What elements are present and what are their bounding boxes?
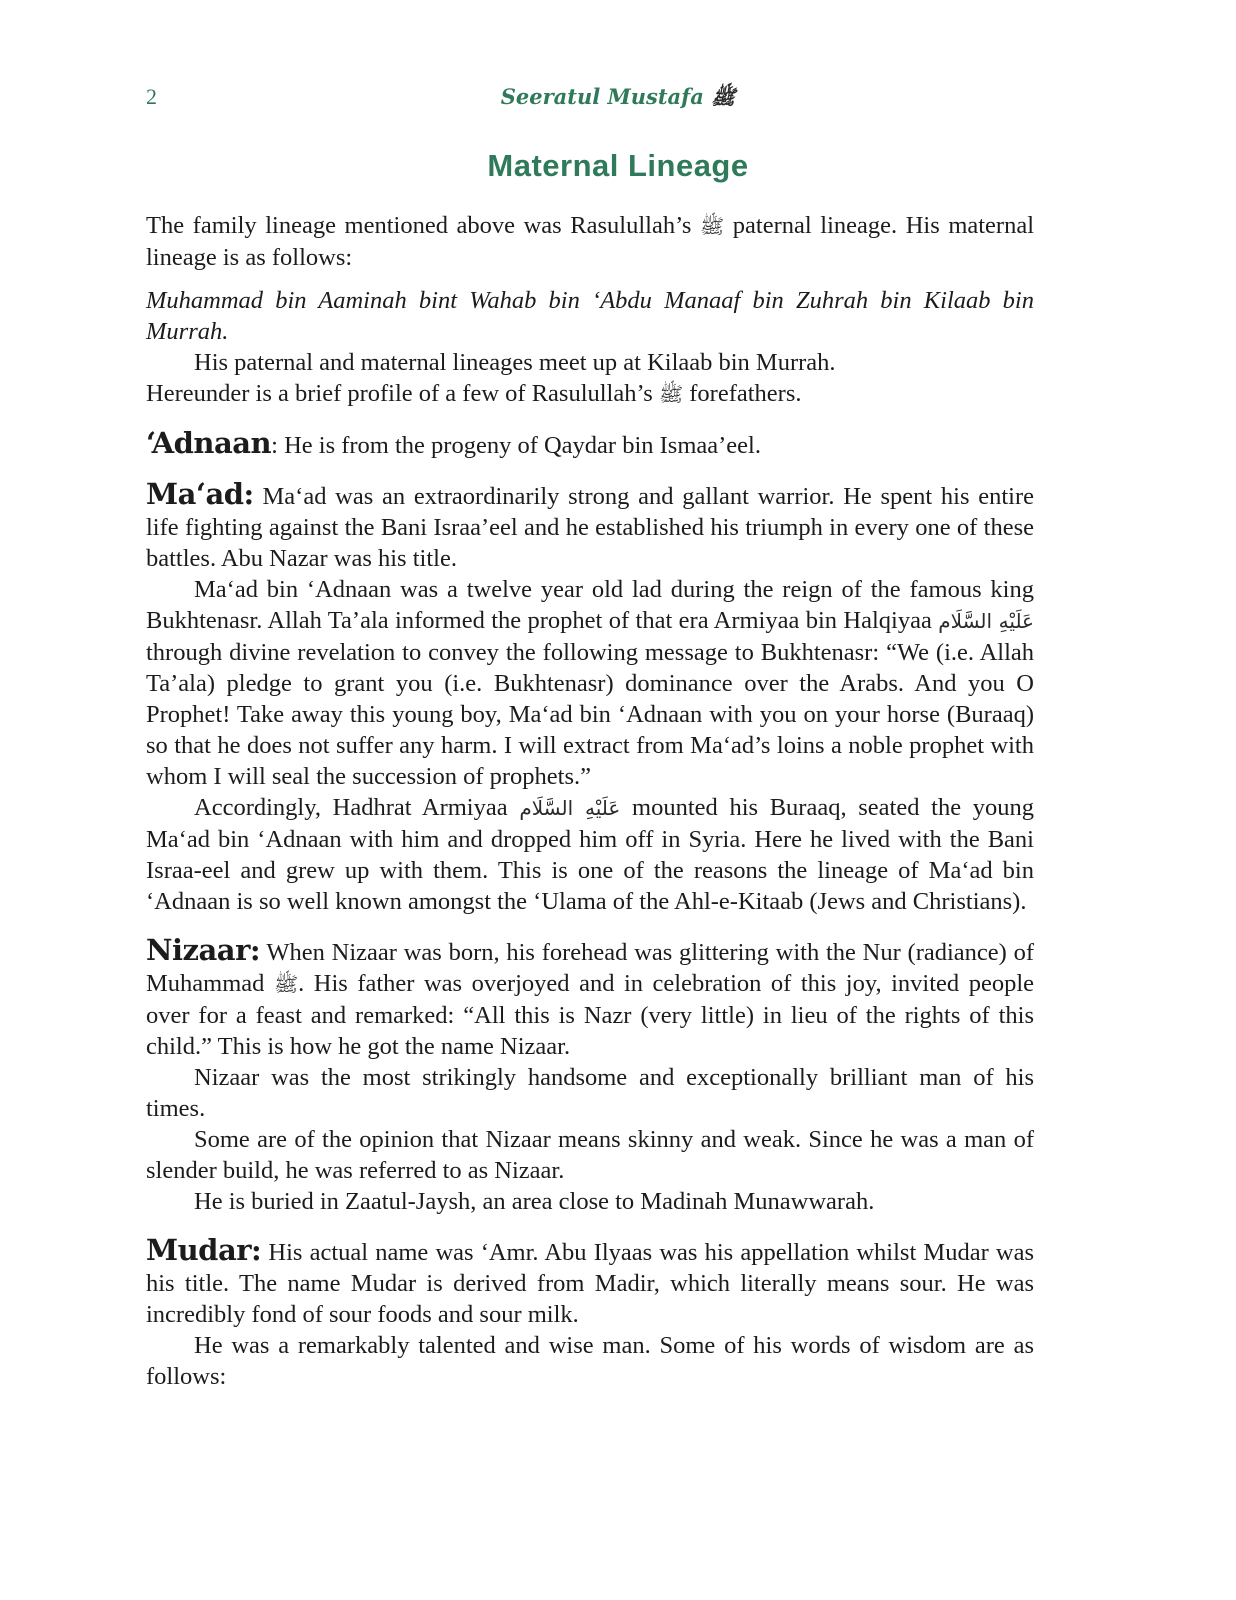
nizaar-term: Nizaar: [146, 933, 261, 967]
forefathers-intro-text: Hereunder is a brief profile of a few of Rasulullah’s [146, 380, 653, 407]
intro-text: The family lineage mentioned above was Rasulullah’s [146, 212, 692, 239]
mudar-entry [146, 1235, 1034, 1330]
intro-text-cont: paternal lineage. His maternal lineage is as follows: [146, 212, 1035, 271]
adnaan-term: ‘Adnaan [146, 426, 272, 460]
page-title: Maternal Lineage [487, 148, 749, 183]
maad-entry [146, 479, 1034, 574]
maad-bukhtenasr-paragraph [146, 574, 1034, 792]
maad-text: Ma‘ad was an extraordinarily strong and gallant warrior. He spent his entire life fighting against the Bani Israa’eel and he established his triumph in every one of these battles. Abu Nazar was his title. [146, 483, 1035, 572]
page-number: 2 [146, 84, 157, 109]
intro-paragraph [146, 210, 1034, 273]
alayhis-salaam-honorific: عَلَيْهِ السَّلَام [938, 609, 1034, 633]
adnaan-text: : He is from the progeny of Qaydar bin Ismaa’eel. [271, 432, 761, 459]
nizaar-entry [146, 935, 1034, 1062]
mudar-text: His actual name was ‘Amr. Abu Ilyaas was his appellation whilst Mudar was his title. The name Mudar is derived from Madir, which literally means sour. He was incredibly fond of sour foods and sour milk. [146, 1239, 1034, 1328]
salutation-honorific: ﷺ [700, 214, 725, 238]
adnaan-entry [146, 428, 1034, 461]
running-header [0, 84, 1236, 114]
lineage-meeting-paragraph: His paternal and maternal lineages meet up at Kilaab bin Murrah. [194, 349, 836, 376]
maternal-lineage-chain: Muhammad bin Aaminah bint Wahab bin ‘Abdu Manaaf bin Zuhrah bin Kilaab bin Murrah. [146, 287, 1034, 345]
maad-p2-text-cont: through divine revelation to convey the following message to Bukhtenasr: “We (i.e. Allah Ta’ala) pledge to grant you (i.e. Bukhtenasr) dominance over the Arabs. And you O Prophet! Take away this young boy, Ma‘ad bin ‘Adnaan with you on your horse (Buraaq) so that he does not suffer any harm. I will extract from Ma‘ad’s loins a noble prophet with whom I will seal the succession of prophets.” [146, 639, 1034, 790]
salutation-honorific: ﷺ [273, 972, 299, 996]
forefathers-intro [146, 378, 1034, 410]
maad-p3-text: Accordingly, Hadhrat Armiyaa [194, 794, 508, 821]
book-title: Seeratul Mustafa [500, 84, 704, 109]
maad-p3-text-cont: mounted his Buraaq, seated the young Ma‘ad bin ‘Adnaan with him and dropped him off in Syria. Here he lived with the Bani Israa-eel and grew up with them. This is one of the reasons the lineage of Ma‘ad bin ‘Adnaan is so well known amongst the ‘Ulama of the Ahl-e-Kitaab (Jews and Christians). [146, 794, 1035, 915]
maad-p2-text: Ma‘ad bin ‘Adnaan was a twelve year old lad during the reign of the famous king Bukhtenasr. Allah Ta’ala informed the prophet of that era Armiyaa bin Halqiyaa [146, 576, 1034, 634]
nizaar-handsome-paragraph: Nizaar was the most strikingly handsome and exceptionally brilliant man of his times. [146, 1064, 1034, 1122]
nizaar-burial-paragraph: He is buried in Zaatul-Jaysh, an area close to Madinah Munawwarah. [194, 1188, 875, 1215]
maad-armiyaa-paragraph [146, 792, 1034, 917]
nizaar-text: When Nizaar was born, his forehead was glittering with the Nur (radiance) of Muhammad [146, 939, 1034, 997]
forefathers-intro-text-cont: forefathers. [689, 380, 802, 407]
mudar-wisdom-paragraph: He was a remarkably talented and wise man. Some of his words of wisdom are as follows: [146, 1332, 1034, 1390]
nizaar-meaning-paragraph: Some are of the opinion that Nizaar means skinny and weak. Since he was a man of slender build, he was referred to as Nizaar. [146, 1126, 1034, 1184]
mudar-term: Mudar: [146, 1233, 262, 1267]
header-honorific: ﷺ [711, 85, 736, 109]
salutation-honorific: ﷺ [658, 382, 684, 406]
page-body [146, 210, 1034, 1392]
maad-term: Ma‘ad: [146, 477, 254, 511]
alayhis-salaam-honorific: عَلَيْهِ السَّلَام [519, 796, 621, 820]
nizaar-text-cont: . His father was overjoyed and in celebration of this joy, invited people over for a feast and remarked: “All this is Nazr (very little) in lieu of the rights of this child.” This is how he got the name Nizaar. [146, 970, 1035, 1060]
